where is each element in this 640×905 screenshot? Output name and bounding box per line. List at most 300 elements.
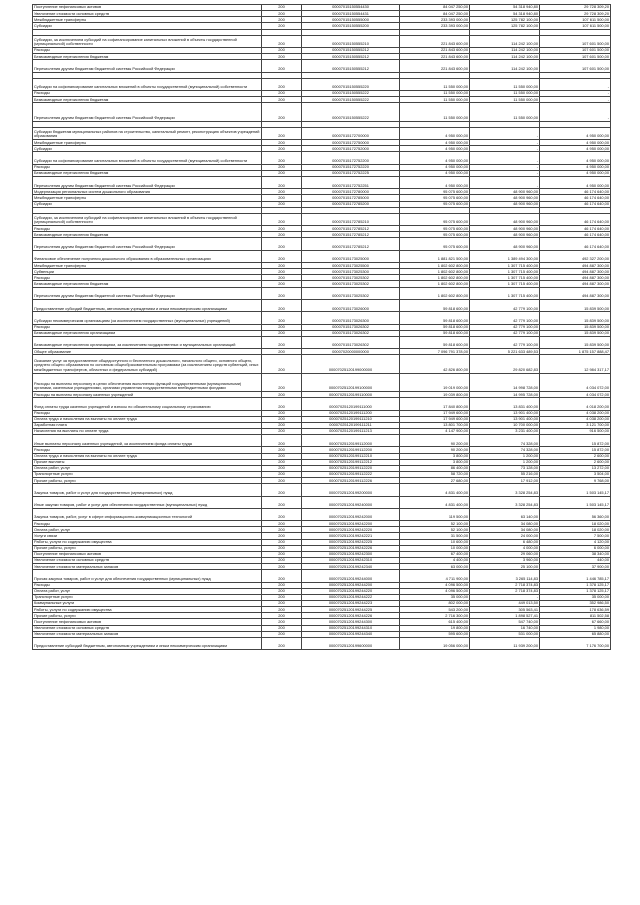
row-kbk: 00007015150555000 xyxy=(302,17,400,23)
row-code: 200 xyxy=(262,226,302,232)
row-kbk: 00007025120199242300 xyxy=(302,551,400,557)
row-unexecuted: 1 378 125,17 xyxy=(540,588,611,594)
row-executed: 1 200,00 xyxy=(470,459,540,465)
row-executed: 42 779 100,00 xyxy=(470,336,540,348)
row-approved: 35 000,00 xyxy=(400,594,470,600)
row-name: Субсидии, за исключением субсидий на софинансирование капитальных вложений в объекты государственной (муниципальной) собственности xyxy=(33,35,262,47)
row-kbk: 00007015173026302 xyxy=(302,324,400,330)
row-name: Поступление нефинансовых активов xyxy=(33,551,262,557)
row-code: 200 xyxy=(262,189,302,195)
row-code: 200 xyxy=(262,508,302,520)
row-name: Перечисления другим бюджетам бюджетной системы Российской Федерации xyxy=(33,177,262,189)
row-code: 200 xyxy=(262,551,302,557)
row-executed: 114 242 100,00 xyxy=(470,48,540,54)
row-executed: 29 060,00 xyxy=(470,551,540,557)
row-code: 200 xyxy=(262,533,302,539)
row-name: Безвозмездные перечисления бюджетам xyxy=(33,54,262,60)
row-executed: 54 318 940,80 xyxy=(470,11,540,17)
table-row xyxy=(33,484,611,496)
row-code: 200 xyxy=(262,496,302,508)
row-code: 200 xyxy=(262,416,302,422)
row-executed: 74 328,00 xyxy=(470,435,540,447)
row-code: 200 xyxy=(262,564,302,570)
table-row xyxy=(33,570,611,582)
table-row xyxy=(33,60,611,72)
row-unexecuted: 4 950 000,00 xyxy=(540,170,611,176)
row-code: 200 xyxy=(262,428,302,434)
row-code: 200 xyxy=(262,539,302,545)
row-approved: 4 831 400,00 xyxy=(400,496,470,508)
row-code: 200 xyxy=(262,607,302,613)
row-unexecuted: 1 875 157 888,47 xyxy=(540,349,611,355)
row-approved: 63 000,00 xyxy=(400,564,470,570)
row-unexecuted: 178 636,59 xyxy=(540,607,611,613)
row-kbk: 00007015173025300 xyxy=(302,269,400,275)
row-code: 200 xyxy=(262,60,302,72)
row-unexecuted: 65 880,00 xyxy=(540,631,611,637)
table-row xyxy=(33,637,611,649)
row-kbk: 00007025120199112226 xyxy=(302,478,400,484)
row-kbk: 00007025120199111211 xyxy=(302,422,400,428)
row-approved: 59 818 600,00 xyxy=(400,299,470,311)
row-name: Перечисления другим бюджетам бюджетной системы Российской Федерации xyxy=(33,103,262,121)
row-executed: 14 998 728,00 xyxy=(470,373,540,391)
row-code: 200 xyxy=(262,238,302,250)
row-code: 200 xyxy=(262,140,302,146)
row-unexecuted: 37 900,00 xyxy=(540,564,611,570)
table-row xyxy=(33,398,611,410)
table-row xyxy=(33,496,611,508)
row-code: 200 xyxy=(262,201,302,207)
row-unexecuted: 1 446 785,17 xyxy=(540,570,611,582)
row-executed: - xyxy=(470,127,540,139)
row-kbk: 00007025120199244000 xyxy=(302,570,400,582)
row-executed: 2 718 374,83 xyxy=(470,582,540,588)
row-kbk: 00007015172785210 xyxy=(302,213,400,225)
row-code: 200 xyxy=(262,250,302,262)
row-kbk: 00007025120199244340 xyxy=(302,631,400,637)
row-approved: 543 200,00 xyxy=(400,607,470,613)
row-approved: 27 680,00 xyxy=(400,478,470,484)
row-name: Оплата работ, услуг xyxy=(33,588,262,594)
row-code: 200 xyxy=(262,410,302,416)
row-kbk: 00007015172750000 xyxy=(302,140,400,146)
row-kbk: 00007025120199244223 xyxy=(302,600,400,606)
row-unexecuted: 4 120,00 xyxy=(540,539,611,545)
row-approved: 802 000,00 xyxy=(400,600,470,606)
row-name: Оказание услуг за предоставление общедоступного и бесплатного дошкольного, начального общего, основного общего, среднего общего образования по основным общеобразовательным программам (за исключением средств субвенций, иных межбюджетных трансфертов, областных и федеральных субсидий) xyxy=(33,355,262,373)
row-code: 200 xyxy=(262,269,302,275)
row-code: 200 xyxy=(262,373,302,391)
row-kbk: 00007015150555210 xyxy=(302,35,400,47)
row-unexecuted: 15 839 500,00 xyxy=(540,299,611,311)
row-unexecuted: 46 174 640,00 xyxy=(540,201,611,207)
row-code: 200 xyxy=(262,5,302,11)
row-unexecuted: 4 034 072,00 xyxy=(540,373,611,391)
row-kbk: 00007015172785212 xyxy=(302,232,400,238)
row-name: Перечисления другим бюджетам бюджетной системы Российской Федерации xyxy=(33,60,262,72)
row-approved: 1 802 602 800,00 xyxy=(400,287,470,299)
row-executed: 3 328 254,83 xyxy=(470,484,540,496)
row-code: 200 xyxy=(262,232,302,238)
row-name: Безвозмездные перечисления бюджетам xyxy=(33,170,262,176)
row-name: Прочие работы, услуги xyxy=(33,478,262,484)
row-code: 200 xyxy=(262,54,302,60)
row-kbk: 00007025120199244310 xyxy=(302,625,400,631)
row-kbk: 00007015150555222 xyxy=(302,103,400,121)
row-name: Субсидии некоммерческим организациям (за исключением государственных (муниципальных) учреждений) xyxy=(33,312,262,324)
row-executed: 48 900 960,00 xyxy=(470,195,540,201)
row-kbk: 00007015172700000 xyxy=(302,127,400,139)
row-name: Межбюджетные трансферты xyxy=(33,140,262,146)
row-unexecuted: 494 887 300,00 xyxy=(540,263,611,269)
row-unexecuted: 916 500,00 xyxy=(540,428,611,434)
row-approved: 86 400,00 xyxy=(400,465,470,471)
row-kbk: 00007025120199112210 xyxy=(302,453,400,459)
table-row xyxy=(33,312,611,324)
row-unexecuted: 15 839 500,00 xyxy=(540,324,611,330)
row-executed: 25 100,00 xyxy=(470,564,540,570)
row-approved: 221 843 600,00 xyxy=(400,60,470,72)
row-name: Увеличение стоимости основных средств xyxy=(33,557,262,563)
row-kbk: 00007025120199112000 xyxy=(302,435,400,447)
row-approved: 11 550 000,00 xyxy=(400,103,470,121)
row-unexecuted: 1 503 145,17 xyxy=(540,484,611,496)
row-name: Оплата труда и начисления на выплаты по оплате труда xyxy=(33,416,262,422)
row-kbk: 00007015172785200 xyxy=(302,201,400,207)
row-kbk: 00007015150554430 xyxy=(302,5,400,11)
row-approved: 10 000,00 xyxy=(400,545,470,551)
row-unexecuted: 494 887 300,00 xyxy=(540,269,611,275)
row-unexecuted: 46 174 640,00 xyxy=(540,195,611,201)
row-code: 200 xyxy=(262,557,302,563)
row-kbk: 00007015172785212 xyxy=(302,238,400,250)
row-name: Расходы на выплаты персоналу казенных учреждений xyxy=(33,392,262,398)
row-kbk: 00007025120199244225 xyxy=(302,607,400,613)
row-unexecuted: 107 601 500,00 xyxy=(540,35,611,47)
row-name: Прочая закупка товаров, работ и услуг для обеспечения государственных (муниципальных) нужд xyxy=(33,570,262,582)
row-approved: 13 801 700,00 xyxy=(400,422,470,428)
row-unexecuted: 35 000,00 xyxy=(540,594,611,600)
table-row xyxy=(33,127,611,139)
row-executed: 4 000,00 xyxy=(470,545,540,551)
row-unexecuted: 9 768,00 xyxy=(540,478,611,484)
row-code: 200 xyxy=(262,336,302,348)
row-unexecuted: 4 950 000,00 xyxy=(540,146,611,152)
row-approved: 11 550 000,00 xyxy=(400,78,470,90)
row-code: 200 xyxy=(262,275,302,281)
row-approved: 19 019 000,00 xyxy=(400,373,470,391)
row-approved: 52 100,00 xyxy=(400,527,470,533)
row-approved: 84 047 250,00 xyxy=(400,11,470,17)
row-code: 200 xyxy=(262,619,302,625)
table-row xyxy=(33,336,611,348)
row-approved: 95 075 600,00 xyxy=(400,232,470,238)
row-code: 200 xyxy=(262,177,302,189)
row-name: Заработная плата xyxy=(33,422,262,428)
row-unexecuted: - xyxy=(540,78,611,90)
row-name: Безвозмездные перечисления бюджетам xyxy=(33,232,262,238)
row-kbk: 00007015173025000 xyxy=(302,250,400,262)
table-row xyxy=(33,435,611,447)
table-row xyxy=(33,373,611,391)
row-executed: 6 480,00 xyxy=(470,539,540,545)
row-kbk: 00007025120199244222 xyxy=(302,594,400,600)
row-approved: 1 802 602 800,00 xyxy=(400,281,470,287)
row-executed: 11 550 000,00 xyxy=(470,78,540,90)
row-executed: 16 740,00 xyxy=(470,625,540,631)
row-unexecuted: 107 601 500,00 xyxy=(540,48,611,54)
row-name: Расходы xyxy=(33,48,262,54)
row-kbk: 00007025120199242200 xyxy=(302,521,400,527)
row-approved: 11 550 000,00 xyxy=(400,97,470,103)
row-name: Увеличение стоимости основных средств xyxy=(33,625,262,631)
row-unexecuted: 15 839 500,00 xyxy=(540,336,611,348)
row-name: Перечисления другим бюджетам бюджетной системы Российской Федерации xyxy=(33,238,262,250)
row-executed: 1 307 715 400,00 xyxy=(470,287,540,299)
row-name: Прочие работы, услуги xyxy=(33,545,262,551)
row-approved: 4 950 000,00 xyxy=(400,164,470,170)
row-approved: 233 393 000,00 xyxy=(400,17,470,23)
row-code: 200 xyxy=(262,170,302,176)
row-executed: 74 328,00 xyxy=(470,447,540,453)
row-approved: 4 950 000,00 xyxy=(400,127,470,139)
row-approved: 95 075 600,00 xyxy=(400,226,470,232)
row-unexecuted: 29 728 309,20 xyxy=(540,11,611,17)
row-unexecuted: 46 174 640,00 xyxy=(540,213,611,225)
row-unexecuted: 46 174 640,00 xyxy=(540,238,611,250)
row-executed: 13 901 400,00 xyxy=(470,416,540,422)
row-name: Оплата работ, услуг xyxy=(33,527,262,533)
row-unexecuted: 4 950 000,00 xyxy=(540,164,611,170)
row-kbk: 00007025120199112222 xyxy=(302,471,400,477)
row-executed: 305 563,41 xyxy=(470,607,540,613)
row-kbk: 00007015173025302 xyxy=(302,287,400,299)
row-name: Увеличение стоимости материальных запасов xyxy=(33,631,262,637)
row-kbk: 00007015172752251 xyxy=(302,177,400,189)
row-kbk: 00007025120199242220 xyxy=(302,527,400,533)
row-code: 200 xyxy=(262,312,302,324)
row-code: 200 xyxy=(262,281,302,287)
table-row xyxy=(33,287,611,299)
row-executed: 24 000,00 xyxy=(470,533,540,539)
row-name: Иные выплаты персоналу казенных учреждений, за исключением фонда оплаты труда xyxy=(33,435,262,447)
row-executed: 125 782 100,00 xyxy=(470,23,540,29)
row-approved: 4 147 900,00 xyxy=(400,428,470,434)
row-unexecuted: 13 272,00 xyxy=(540,465,611,471)
row-name: Расходы xyxy=(33,91,262,97)
row-executed: 34 080,00 xyxy=(470,521,540,527)
row-code: 200 xyxy=(262,195,302,201)
row-approved: 3 800,00 xyxy=(400,459,470,465)
row-unexecuted: 18 020,00 xyxy=(540,521,611,527)
row-executed: 114 242 100,00 xyxy=(470,54,540,60)
row-approved: 95 075 600,00 xyxy=(400,189,470,195)
row-executed: 1 307 715 400,00 xyxy=(470,275,540,281)
row-code: 200 xyxy=(262,164,302,170)
row-approved: 4 096 500,00 xyxy=(400,582,470,588)
row-unexecuted: 46 174 640,00 xyxy=(540,189,611,195)
row-code: 200 xyxy=(262,146,302,152)
row-executed: 11 550 000,00 xyxy=(470,103,540,121)
row-name: Расходы xyxy=(33,582,262,588)
row-name: Расходы xyxy=(33,521,262,527)
row-executed: 11 550 000,00 xyxy=(470,91,540,97)
row-code: 200 xyxy=(262,349,302,355)
row-name: Увеличение стоимости материальных запасов xyxy=(33,564,262,570)
row-name: Прочие выплаты xyxy=(33,459,262,465)
row-code: 200 xyxy=(262,521,302,527)
row-approved: 59 818 600,00 xyxy=(400,324,470,330)
row-code: 200 xyxy=(262,625,302,631)
row-approved: 221 843 600,00 xyxy=(400,35,470,47)
row-unexecuted: 1 503 145,17 xyxy=(540,496,611,508)
row-approved: 2 716 300,00 xyxy=(400,613,470,619)
row-executed: 48 900 960,00 xyxy=(470,226,540,232)
row-kbk: 00007025120199240000 xyxy=(302,496,400,508)
row-approved: 59 818 600,00 xyxy=(400,330,470,336)
row-executed: 2 718 374,83 xyxy=(470,588,540,594)
row-name: Расходы xyxy=(33,410,262,416)
row-name: Безвозмездные перечисления организациям xyxy=(33,330,262,336)
row-name: Работы, услуги по содержанию имущества xyxy=(33,607,262,613)
row-approved: 90 200,00 xyxy=(400,435,470,447)
row-unexecuted: 494 887 300,00 xyxy=(540,275,611,281)
row-approved: 221 843 600,00 xyxy=(400,54,470,60)
row-executed: 547 740,00 xyxy=(470,619,540,625)
row-code: 200 xyxy=(262,453,302,459)
row-unexecuted: 107 611 500,00 xyxy=(540,17,611,23)
row-name: Поступление нефинансовых активов xyxy=(33,619,262,625)
row-unexecuted: 3 121 700,00 xyxy=(540,422,611,428)
row-unexecuted: 4 950 000,00 xyxy=(540,177,611,189)
row-approved: 4 950 000,00 xyxy=(400,177,470,189)
row-executed: 114 242 100,00 xyxy=(470,60,540,72)
row-approved: 4 950 000,00 xyxy=(400,146,470,152)
report-sheet xyxy=(32,4,610,650)
row-approved: 42 826 800,00 xyxy=(400,355,470,373)
row-code: 200 xyxy=(262,422,302,428)
row-approved: 3 800,00 xyxy=(400,453,470,459)
row-executed: 54 318 940,80 xyxy=(470,5,540,11)
row-unexecuted: 46 174 640,00 xyxy=(540,232,611,238)
row-code: 200 xyxy=(262,435,302,447)
row-approved: 59 818 600,00 xyxy=(400,336,470,348)
row-approved: 17 840 800,00 xyxy=(400,398,470,410)
row-unexecuted: 15 872,00 xyxy=(540,435,611,447)
row-code: 200 xyxy=(262,35,302,47)
row-approved: 595 600,00 xyxy=(400,631,470,637)
row-unexecuted: 2 600,00 xyxy=(540,453,611,459)
row-kbk: 00007025120199244220 xyxy=(302,588,400,594)
row-name: Иные закупки товаров, работ и услуг для обеспечения государственных (муниципальных) нужд xyxy=(33,496,262,508)
row-code: 200 xyxy=(262,78,302,90)
row-executed: 48 900 960,00 xyxy=(470,189,540,195)
row-kbk: 00007025120199244226 xyxy=(302,613,400,619)
row-kbk: 00007015173025500 xyxy=(302,263,400,269)
row-kbk: 00007025120199112212 xyxy=(302,459,400,465)
row-executed: 3 328 254,83 xyxy=(470,496,540,508)
row-kbk: 00007025120199111213 xyxy=(302,428,400,434)
row-unexecuted: 4 950 000,00 xyxy=(540,127,611,139)
row-unexecuted: - xyxy=(540,97,611,103)
row-kbk: 00007015173026302 xyxy=(302,336,400,348)
row-code: 200 xyxy=(262,330,302,336)
table-body xyxy=(33,5,611,650)
row-executed: 11 939 200,00 xyxy=(470,637,540,649)
row-approved: 4 400,00 xyxy=(400,557,470,563)
row-code: 200 xyxy=(262,582,302,588)
row-name: Межбюджетные трансферты xyxy=(33,263,262,269)
row-executed: 48 900 960,00 xyxy=(470,232,540,238)
row-approved: 95 075 600,00 xyxy=(400,201,470,207)
row-kbk: 00007015150554431 xyxy=(302,11,400,17)
row-executed: 48 900 960,00 xyxy=(470,238,540,250)
row-kbk: 00007015172785000 xyxy=(302,195,400,201)
row-executed: 5 221 633 489,53 xyxy=(470,349,540,355)
row-executed: - xyxy=(470,140,540,146)
row-executed: 531 000,00 xyxy=(470,631,540,637)
row-unexecuted: 67 660,00 xyxy=(540,619,611,625)
row-kbk: 00007015150555220 xyxy=(302,78,400,90)
row-code: 200 xyxy=(262,600,302,606)
row-approved: 221 843 600,00 xyxy=(400,48,470,54)
row-executed: 17 912,00 xyxy=(470,478,540,484)
row-kbk: 00007025120199111210 xyxy=(302,416,400,422)
row-name: Расходы xyxy=(33,447,262,453)
row-approved: 4 711 900,00 xyxy=(400,570,470,582)
row-approved: 615 400,00 xyxy=(400,619,470,625)
row-executed: 73 128,00 xyxy=(470,465,540,471)
row-name: Закупка товаров, работ, услуг в сфере информационно-коммуникационных технологий xyxy=(33,508,262,520)
row-approved: 4 950 000,00 xyxy=(400,140,470,146)
row-approved: 95 075 600,00 xyxy=(400,213,470,225)
row-code: 200 xyxy=(262,545,302,551)
row-name: Финансовое обеспечение получения дошкольного образования в образовательных организациях xyxy=(33,250,262,262)
row-code: 200 xyxy=(262,287,302,299)
row-code: 200 xyxy=(262,478,302,484)
row-executed: 449 013,50 xyxy=(470,600,540,606)
row-code: 200 xyxy=(262,588,302,594)
table-row xyxy=(33,299,611,311)
row-kbk: 00007015150555212 xyxy=(302,48,400,54)
row-unexecuted: 492 327 200,00 xyxy=(540,250,611,262)
row-executed: 1 307 715 400,00 xyxy=(470,281,540,287)
row-approved: 19 800,00 xyxy=(400,625,470,631)
row-executed: 10 700 000,00 xyxy=(470,422,540,428)
row-name: Предоставление субсидий бюджетным, автономным учреждениям и иным некоммерческим организациям xyxy=(33,637,262,649)
row-approved: 95 075 600,00 xyxy=(400,195,470,201)
row-unexecuted: 18 020,00 xyxy=(540,527,611,533)
row-name: Перечисления другим бюджетам бюджетной системы Российской Федерации xyxy=(33,287,262,299)
row-code: 200 xyxy=(262,398,302,410)
row-code: 200 xyxy=(262,392,302,398)
row-kbk: 00007015173025302 xyxy=(302,275,400,281)
row-kbk: 00007015173025302 xyxy=(302,281,400,287)
row-code: 200 xyxy=(262,324,302,330)
row-name: Субсидии xyxy=(33,146,262,152)
row-unexecuted: 4 018 200,00 xyxy=(540,398,611,410)
row-name: Оплата работ, услуг xyxy=(33,465,262,471)
row-code: 200 xyxy=(262,631,302,637)
row-approved: 10 600,00 xyxy=(400,539,470,545)
row-executed: 1 898 527,41 xyxy=(470,613,540,619)
row-kbk: 00007015150555200 xyxy=(302,23,400,29)
row-executed: 42 779 100,00 xyxy=(470,330,540,336)
row-code: 200 xyxy=(262,127,302,139)
row-executed: 29 820 682,83 xyxy=(470,355,540,373)
row-name: Субсидии, за исключением субсидий на софинансирование капитальных вложений в объекты государственной (муниципальной) собственности xyxy=(33,213,262,225)
